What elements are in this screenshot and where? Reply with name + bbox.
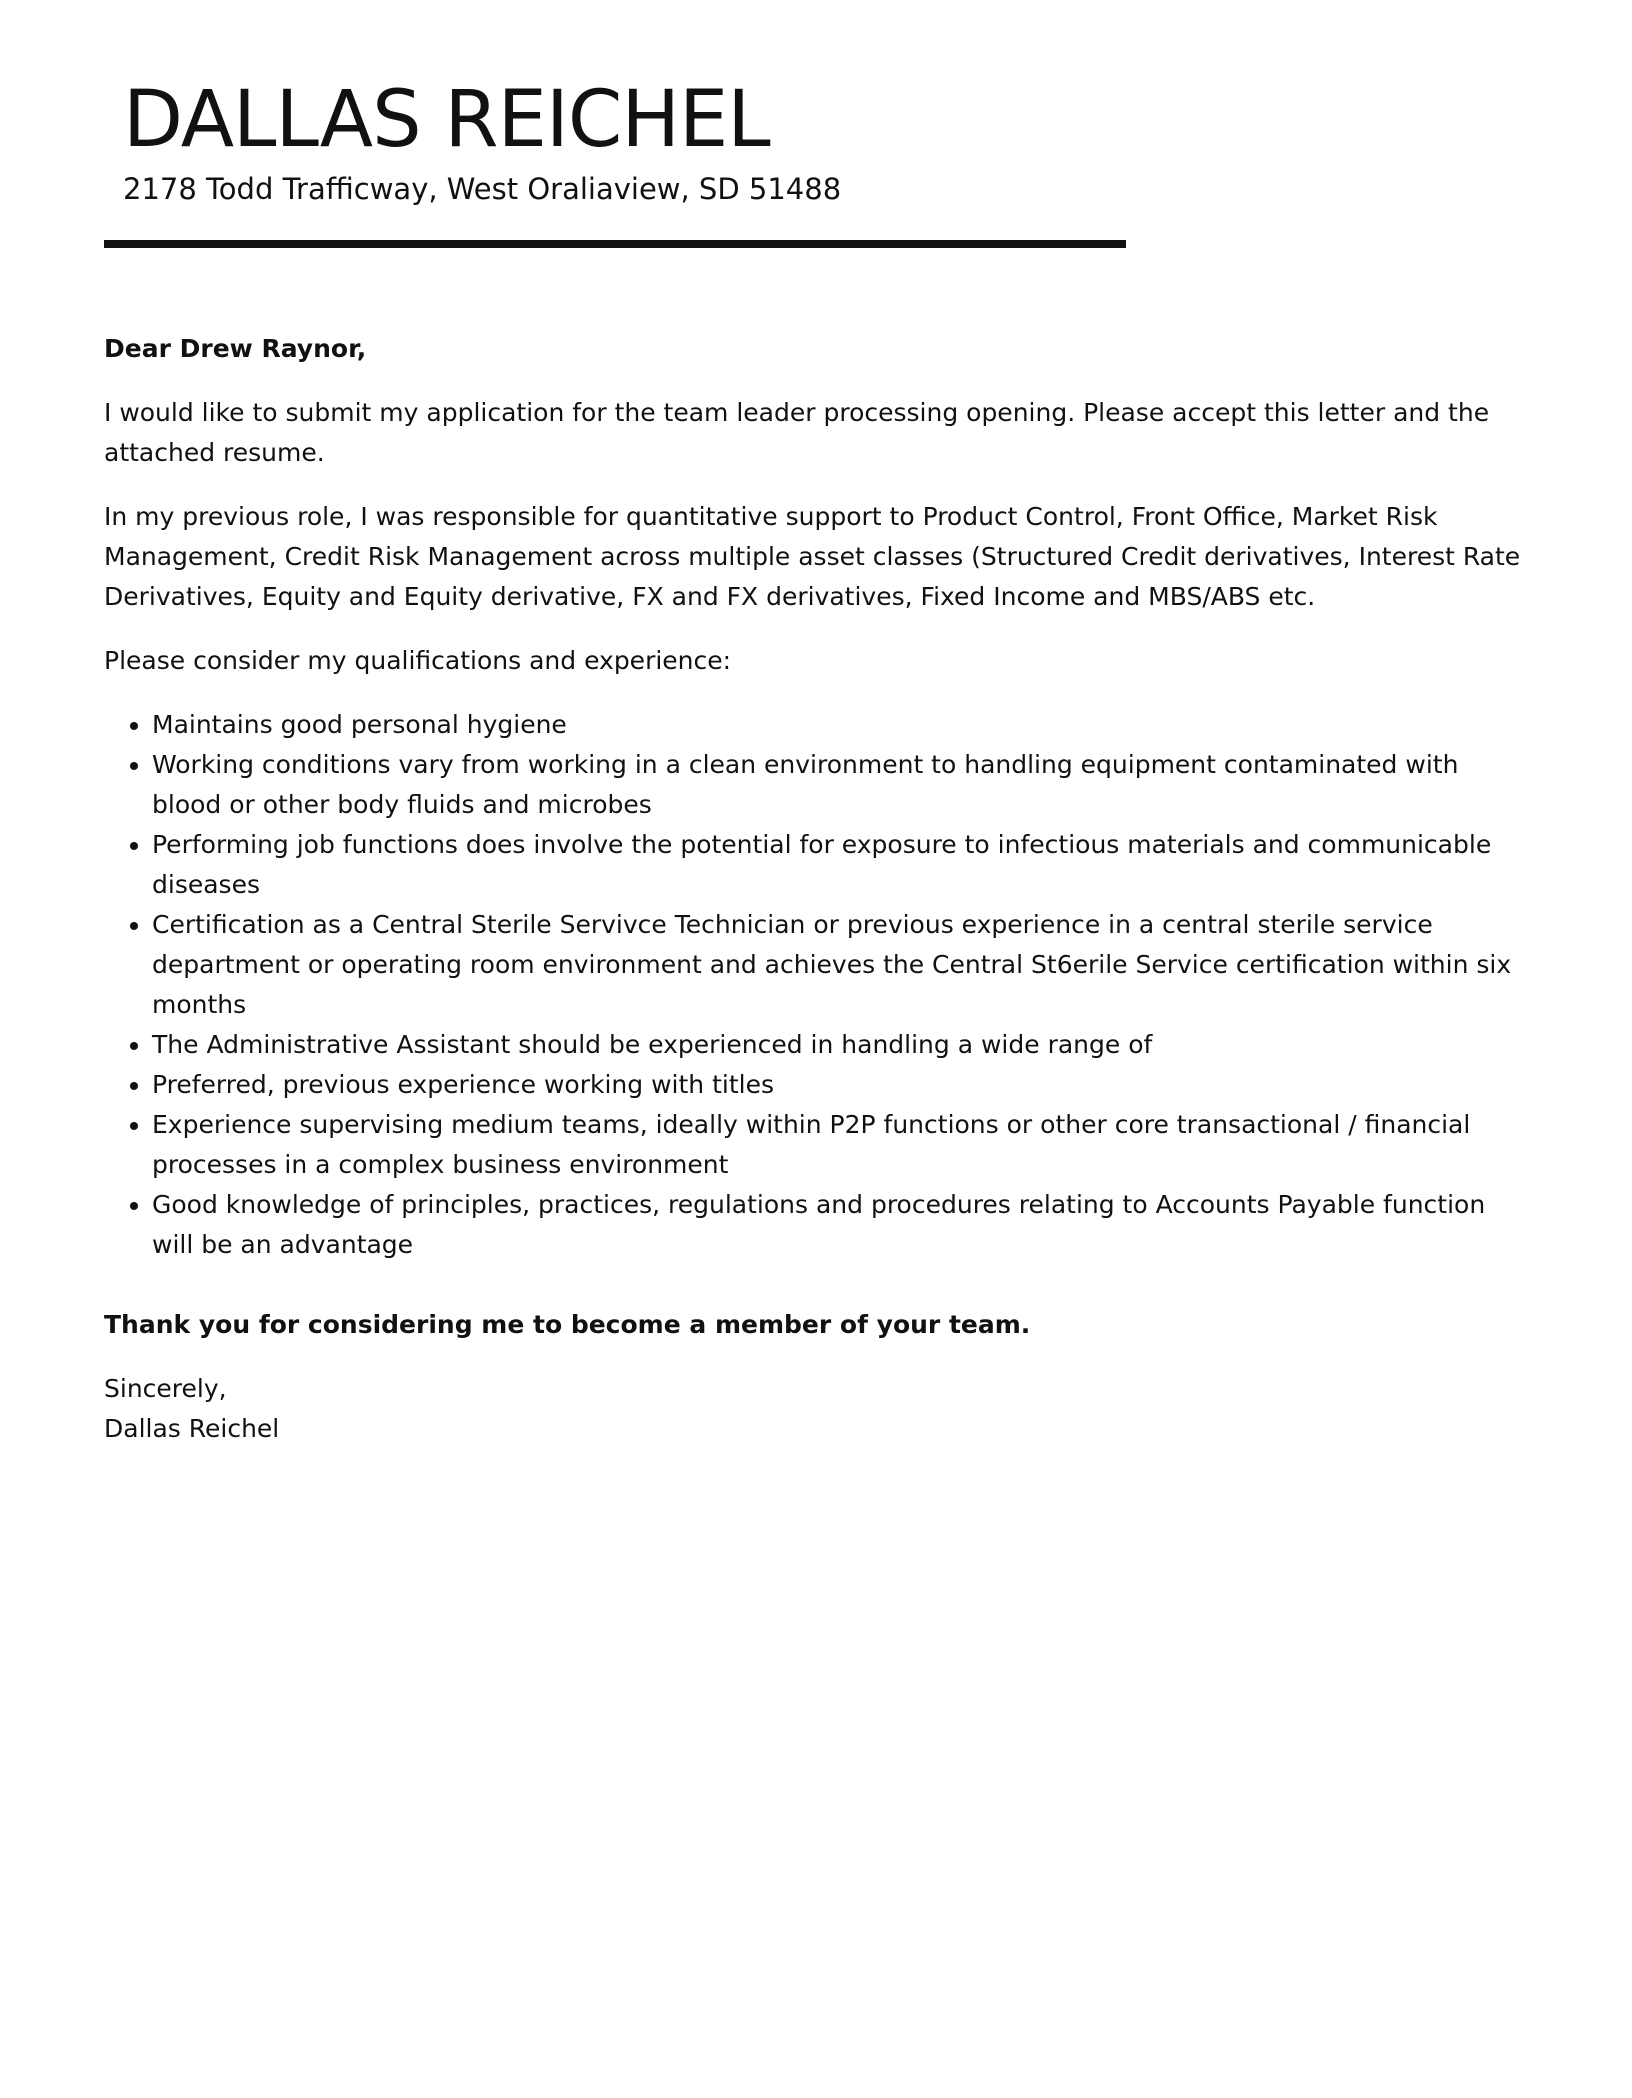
list-item: • The Administrative Assistant should be experienced in handling a wide range of: [152, 1025, 1524, 1065]
experience-paragraph: In my previous role, I was responsible for quantitative support to Product Control, Front Office, Market Risk Management, Credit Risk Management across multiple asset classes (Structured Credit derivatives, Interest Rate Derivatives, Equity and Equity derivative, FX and FX derivatives, Fixed Income and MBS/ABS etc.: [104, 502, 1521, 611]
list-item: • Maintains good personal hygiene: [152, 705, 1524, 745]
greeting: Dear Drew Raynor,: [104, 334, 367, 363]
list-item: • Certification as a Central Sterile Servivce Technician or previous experience in a central sterile service department or operating room environment and achieves the Central St6erile Service certification within six months: [152, 905, 1524, 1025]
closing-line: Thank you for considering me to become a member of your team.: [104, 1310, 1031, 1339]
list-item: • Performing job functions does involve the potential for exposure to infectious materials and communicable diseases: [152, 825, 1524, 905]
applicant-name: DALLAS REICHEL: [123, 75, 770, 165]
signoff: Sincerely,: [104, 1374, 227, 1403]
qualifications-intro: Please consider my qualifications and experience:: [104, 646, 732, 675]
signature-block: [104, 1369, 1524, 1449]
header-divider: [104, 240, 1126, 248]
letter-body: [104, 329, 1524, 1473]
list-item: • Good knowledge of principles, practices, regulations and procedures relating to Accounts Payable function will be an advantage: [152, 1185, 1524, 1265]
qualifications-list: [104, 705, 1524, 1265]
intro-paragraph: I would like to submit my application for the team leader processing opening. Please accept this letter and the attached resume.: [104, 398, 1490, 467]
list-item: • Working conditions vary from working in a clean environment to handling equipment contaminated with blood or other body fluids and microbes: [152, 745, 1524, 825]
list-item: • Experience supervising medium teams, ideally within P2P functions or other core transactional / financial processes in a complex business environment: [152, 1105, 1524, 1185]
list-item: • Preferred, previous experience working with titles: [152, 1065, 1524, 1105]
signature-name: Dallas Reichel: [104, 1414, 280, 1443]
applicant-address: 2178 Todd Trafficway, West Oraliaview, SD 51488: [123, 172, 842, 206]
